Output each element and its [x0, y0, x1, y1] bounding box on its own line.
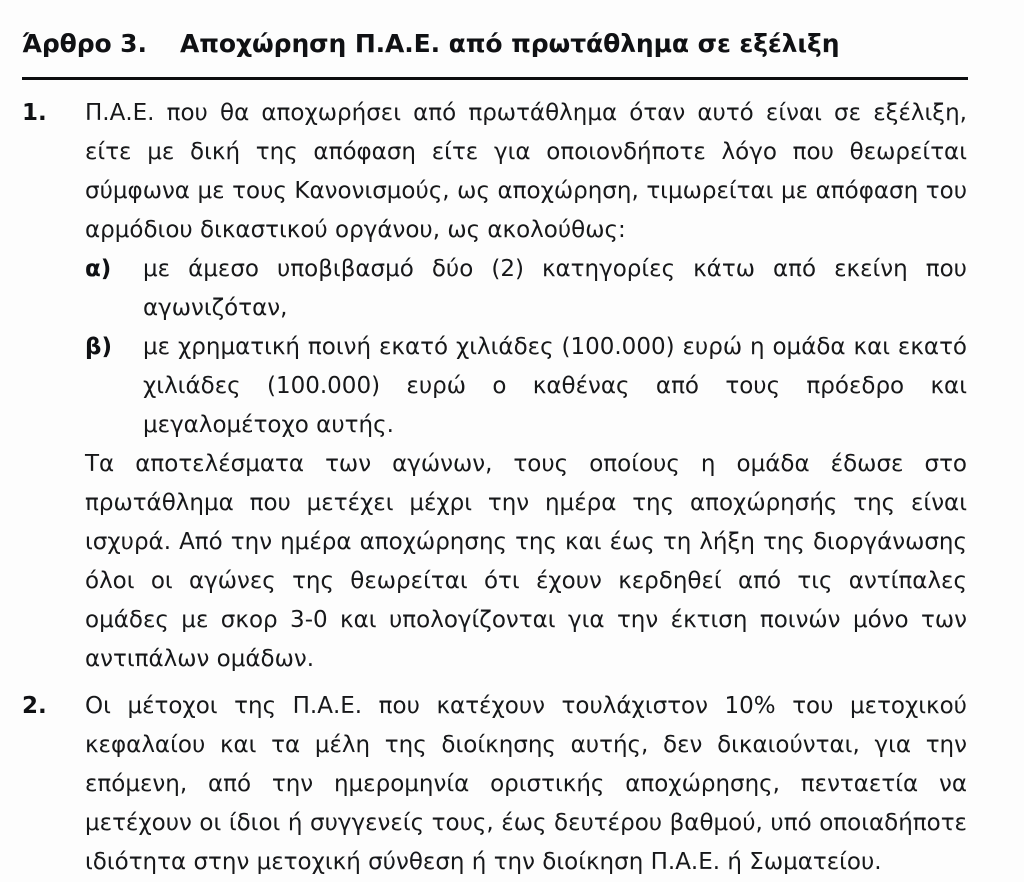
clause-spacer	[0, 679, 1024, 687]
article-number: Άρθρο 3.	[22, 29, 147, 58]
clause-1-subclause-a	[85, 250, 967, 328]
article-title: Αποχώρηση Π.Α.Ε. από πρωτάθλημα σε εξέλιξη	[180, 29, 840, 58]
subclause-b-marker: β)	[85, 334, 112, 360]
clause-1-marker: 1.	[22, 100, 47, 126]
document-body	[0, 94, 1024, 882]
clause-2-intro-text: Οι μέτοχοι της Π.Α.Ε. που κατέχουν τουλάχιστον 10% του μετοχικού κεφαλαίου και τα μέλη της διοίκησης αυτής, δεν δικαιούνται, για την επόμενη, από την ημερομηνία οριστικής αποχώρησης, πενταετία να μετέχουν οι ίδιοι ή συγγενείς τους, έως δευτέρου βαθμού, υπό οποιαδήποτε ιδιότητα στην μετοχική σύνθεση ή την διοίκηση Π.Α.Ε. ή Σωματείου.	[85, 693, 967, 875]
clause-1-closing-text: Τα αποτελέσματα των αγώνων, τους οποίους η ομάδα έδωσε στο πρωτάθλημα που μετέχει μέχρι την ημέρα της αποχώρησής της είναι ισχυρά. Από την ημέρα αποχώρησης της και έως τη λήξη της διοργάνωσης όλοι οι αγώνες της θεωρείται ότι έχουν κερδηθεί από τις αντίπαλες ομάδες με σκορ 3-0 και υπολογίζονται για την έκτιση ποινών μόνο των αντιπάλων ομάδων.	[85, 451, 967, 672]
clause-2	[0, 687, 1024, 882]
clause-1-subclause-b	[85, 328, 967, 445]
clause-1-intro-text: Π.Α.Ε. που θα αποχωρήσει από πρωτάθλημα όταν αυτό είναι σε εξέλιξη, είτε με δική της απόφαση είτε για οποιονδήποτε λόγο που θεωρείται σύμφωνα με τους Κανονισμούς, ως αποχώρηση, τιμωρείται με απόφαση του αρμόδιου δικαστικού οργάνου, ως ακολούθως:	[85, 100, 967, 243]
clause-1	[0, 94, 1024, 679]
clause-2-marker: 2.	[22, 693, 47, 719]
subclause-a-marker: α)	[85, 256, 112, 282]
heading-divider	[22, 77, 968, 80]
subclause-b-text: με χρηματική ποινή εκατό χιλιάδες (100.000) ευρώ η ομάδα και εκατό χιλιάδες (100.000) ευρώ ο καθένας από τους πρόεδρο και μεγαλομέτοχο αυτής.	[143, 334, 967, 438]
article-heading	[22, 30, 968, 59]
subclause-a-text: με άμεσο υποβιβασμό δύο (2) κατηγορίες κάτω από εκείνη που αγωνιζόταν,	[143, 256, 967, 321]
